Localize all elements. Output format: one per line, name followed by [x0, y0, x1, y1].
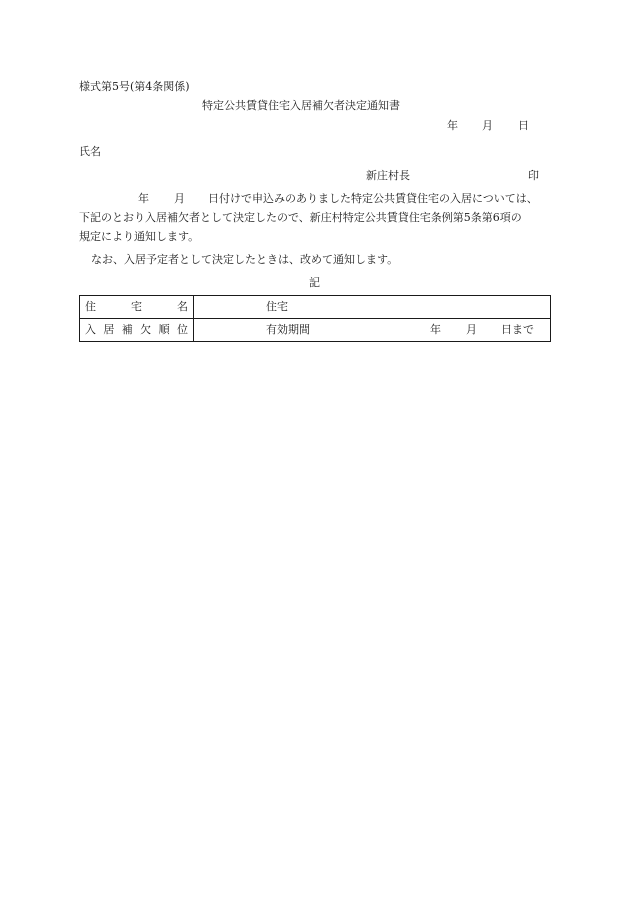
validity-month: 月 [466, 323, 477, 336]
issuer-name: 新庄村長 [366, 169, 410, 182]
housing-name-label: 住 宅 名 [80, 296, 194, 318]
body-line-2: 下記のとおり入居補欠者として決定したので、新庄村特定公共賃貸住宅条例第5条第6項の [79, 211, 522, 224]
table-row [80, 318, 550, 341]
ki-heading: 記 [309, 276, 320, 289]
date-day: 日 [518, 119, 529, 132]
seal-mark: 印 [528, 169, 539, 182]
recipient-label: 氏名 [79, 145, 101, 158]
body-month: 月 [174, 192, 185, 205]
body-year: 年 [138, 192, 149, 205]
validity-period-label: 有効期間 [266, 323, 310, 336]
validity-year: 年 [430, 323, 441, 336]
waiting-rank-label: 入 居 補 欠 順 位 [80, 319, 194, 341]
body-line-3: 規定により通知します。 [79, 230, 200, 243]
date-year: 年 [447, 119, 458, 132]
date-month: 月 [482, 119, 493, 132]
housing-name-value: 住宅 [266, 300, 288, 313]
note-paragraph: なお、入居予定者として決定したときは、改めて通知します。 [91, 253, 399, 266]
table-row [80, 296, 550, 318]
validity-period-value [194, 319, 550, 341]
form-number: 様式第5号(第4条関係) [79, 80, 190, 93]
details-table [79, 295, 551, 342]
document-title: 特定公共賃貸住宅入居補欠者決定通知書 [202, 99, 400, 112]
body-line-1-text: 日付けで申込みのありました特定公共賃貸住宅の入居については、 [208, 192, 538, 205]
validity-day-until: 日まで [501, 323, 534, 336]
